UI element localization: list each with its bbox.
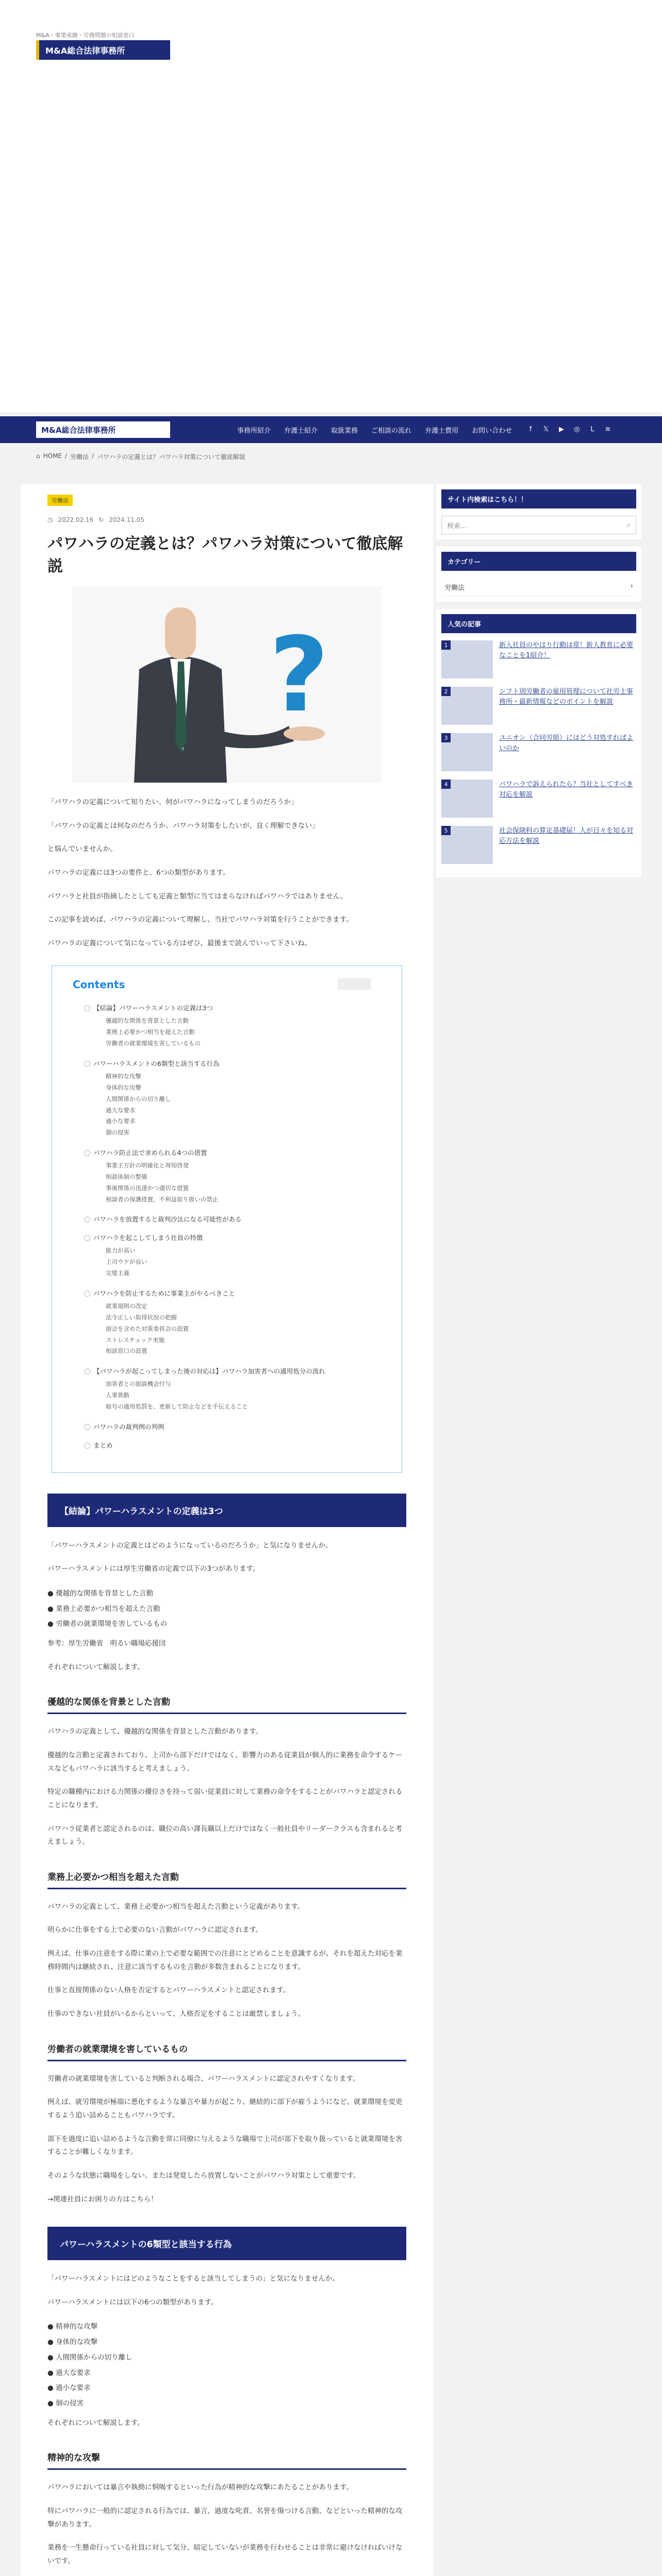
toc-sublink[interactable]: 相談窓口の設置 <box>106 1347 147 1355</box>
toc-section <box>73 1214 371 1224</box>
instagram-icon[interactable]: ◎ <box>574 425 580 433</box>
bullet-item: ● 過小な要求 <box>47 2384 91 2393</box>
toc-link[interactable]: 【パワハラが起こってしまった後の対応は】パワハラ加害者への適用処分の流れ <box>73 1366 371 1376</box>
sidebar <box>436 484 641 877</box>
popular-thumbnail[interactable] <box>441 779 493 818</box>
toc-sublink[interactable]: 加害者との面談機会付与 <box>106 1380 171 1388</box>
toc-sublink[interactable]: 完璧主義 <box>106 1269 129 1277</box>
nav-item-fees[interactable]: 弁護士費用 <box>425 427 459 435</box>
paragraph: パワハラの定義として、業務上必要かつ相当を超えた言動という定義があります。 <box>47 1902 305 1911</box>
intro-paragraph: パワハラの定義には3つの要件と、6つの類型があります。 <box>47 868 230 877</box>
toc-sublink[interactable]: 人間関係からの切り離し <box>106 1095 171 1103</box>
subsection-heading: 優越的な関係を背景とした言動 <box>47 1689 406 1714</box>
popular-link[interactable]: ユニオン（合同労組）にはどう対処すればよいのか <box>499 734 634 752</box>
nav-item-lawyers[interactable]: 弁護士紹介 <box>284 427 318 435</box>
breadcrumb-category[interactable]: 労働法 <box>70 453 89 461</box>
toc-sublink[interactable]: 業務上必要かつ相当を超えた言動 <box>106 1028 195 1036</box>
bullet-item: ● 労働者の就業環境を害しているもの <box>47 1620 168 1629</box>
search-widget <box>436 484 641 539</box>
paragraph: 労働者の就業環境を害していると判断される場合、パワーハラスメントに認定されやすくなります。 <box>47 2074 360 2083</box>
toc-sublink[interactable]: 労働者の就業環境を害しているもの <box>106 1040 201 1047</box>
article-main <box>21 484 433 2576</box>
category-title: カテゴリー <box>441 552 636 571</box>
toc-sublink[interactable]: 上司ウケが良い <box>106 1258 147 1266</box>
nav-item-flow[interactable]: ご相談の流れ <box>371 427 412 435</box>
popular-link[interactable]: 新入社員のやはり行動は常！新人教育に必要なことを1紹介！ <box>499 641 634 659</box>
toc-link[interactable]: パワハラを起こしてしまう社員の特徴 <box>73 1233 371 1242</box>
toc-sublink[interactable]: 相談者の保護措置、不利益取り扱いの禁止 <box>106 1195 219 1203</box>
rank-badge: 2 <box>441 687 451 696</box>
search-banner: サイト内検索はこちら！！ <box>441 489 636 509</box>
rss-icon[interactable]: ≋ <box>605 425 611 433</box>
facebook-icon[interactable]: f <box>529 425 532 433</box>
toc-sublink[interactable]: 過小な要求 <box>106 1117 136 1125</box>
toc-sublink[interactable]: ストレスチェック実施 <box>106 1336 165 1344</box>
paragraph: 特にパワハラに一般的に認定される行為では、暴言、過度な叱責、名誉を傷つける言動、などといった精神的な攻撃があります。 <box>47 2506 403 2529</box>
x-icon[interactable]: 𝕏 <box>543 425 549 433</box>
toc-sublink[interactable]: 過大な要求 <box>106 1106 136 1114</box>
breadcrumb-current: パワハラの定義とは？パワハラ対策について徹底解説 <box>97 453 245 461</box>
paragraph: それぞれについて解説します。 <box>47 2418 144 2427</box>
article-dates <box>47 516 406 523</box>
toc-toggle-button[interactable] <box>338 978 371 990</box>
breadcrumb-home[interactable]: HOME <box>43 452 62 460</box>
bullet-item: ● 身体的な攻撃 <box>47 2338 98 2347</box>
clock-icon: ◷ <box>47 516 53 523</box>
paragraph: パワハラにおいては暴言や執拗に恫喝するといった行為が精神的な攻撃にあたることがあります。 <box>47 2483 353 2492</box>
chevron-right-icon: › <box>630 582 633 590</box>
toc-sublink[interactable]: 身体的な攻撃 <box>106 1083 141 1091</box>
youtube-icon[interactable]: ▶ <box>559 425 564 433</box>
toc-section <box>73 1148 371 1205</box>
nav-item-services[interactable]: 取扱業務 <box>331 427 358 435</box>
nav-menu <box>237 416 512 443</box>
site-logo[interactable]: M&A総合法律事務所 <box>36 40 170 60</box>
toc-section <box>73 1289 371 1357</box>
popular-thumbnail[interactable] <box>441 640 493 679</box>
refresh-icon: ↻ <box>98 516 104 523</box>
paragraph: そのような状態に職場をしない、または発覚したら放置しないことがパワハラ対策として重要です。 <box>47 2171 360 2180</box>
toc-sublink[interactable]: 面会を含めた対策委員会の設置 <box>106 1325 189 1332</box>
toc-section <box>73 1422 371 1431</box>
svg-text:?: ? <box>269 615 329 735</box>
table-of-contents <box>52 965 402 1472</box>
toc-sublink[interactable]: 相談体制の整備 <box>106 1173 147 1180</box>
updated-date: 2024.11.05 <box>109 516 144 523</box>
site-tagline: M&A・事業承継・労務問題の相談窓口 <box>36 32 135 39</box>
nav-item-contact[interactable]: お問い合わせ <box>472 427 512 435</box>
paragraph: 業務を一生懸命行っている社員に対して気分、暗定していないが業務を行わせることは非常に避けなければいけないです。 <box>47 2544 403 2565</box>
paragraph: 仕事と直接関係のない人格を否定するとパワーハラスメントと認定されます。 <box>47 1986 290 1995</box>
popular-item[interactable] <box>441 687 636 725</box>
paragraph: 特定の職種内における力関係の優位さを持って弱い従業員に対して業務の命令をすることがパワハラと認定されることになります。 <box>47 1788 403 1809</box>
toc-title: Contents <box>73 978 125 991</box>
bullet-item: ● 過大な要求 <box>47 2368 91 2377</box>
paragraph: パワーハラスメントには以下の6つの類型があります。 <box>47 2298 218 2307</box>
top-header <box>0 0 662 412</box>
popular-item[interactable] <box>441 779 636 818</box>
toc-section <box>73 1233 371 1279</box>
home-icon: ⌂ <box>36 452 40 460</box>
social-icons <box>526 425 613 434</box>
popular-thumbnail[interactable] <box>441 826 493 864</box>
hero-image <box>72 587 382 783</box>
toc-sublink[interactable]: 事後関係の迅速かつ適切な措置 <box>106 1184 189 1192</box>
bullet-item: ● 精神的な攻撃 <box>47 2323 98 2331</box>
toc-list <box>73 1003 371 1449</box>
toc-sublink[interactable]: 精神的な攻撃 <box>106 1073 141 1080</box>
toc-link[interactable]: パワハラを放置すると裁判沙汰になる可能性がある <box>73 1214 371 1224</box>
bullet-item: ● 個の侵害 <box>47 2399 84 2408</box>
paragraph: それぞれについて解説します。 <box>47 1663 144 1671</box>
article-title: パワハラの定義とは？パワハラ対策について徹底解説 <box>47 535 403 575</box>
toc-sublink[interactable]: 個の侵害 <box>106 1129 129 1137</box>
paragraph: 仕事のできない社員がいるからといって、人格否定をすることは厳禁しましょう。 <box>47 2010 305 2019</box>
toc-link[interactable]: パワハラを防止するために事業主がやるべきこと <box>73 1289 371 1298</box>
toc-sublink[interactable]: 法令正しい取得状況の把握 <box>106 1313 177 1321</box>
popular-link[interactable]: パワハラで訴えられたら？当社としてすべき対応を解説 <box>499 781 633 799</box>
search-placeholder: 検索... <box>447 522 467 530</box>
toc-section <box>73 1003 371 1049</box>
popular-item[interactable] <box>441 640 636 679</box>
intro-paragraph: と悩んでいませんか。 <box>47 845 117 854</box>
search-input[interactable] <box>441 516 636 534</box>
toc-sublink[interactable]: 人事異動 <box>106 1392 129 1399</box>
rank-badge: 3 <box>441 733 451 742</box>
paragraph: 「パワーハラスメントにはどのようなことをすると該当してしまうの」と気になりませんか。 <box>47 2275 339 2283</box>
paragraph: パワーハラスメントには厚生労働省の定義で以下の3つがあります。 <box>47 1565 260 1573</box>
toc-link[interactable]: パワハラ防止法で求められる4つの措置 <box>73 1148 371 1157</box>
toc-section <box>73 1440 371 1450</box>
intro-paragraph: 「パワハラの定義について知りたい、何がパワハラになってしまうのだろうか」 <box>47 798 298 806</box>
rank-badge: 4 <box>441 779 451 789</box>
subsection-heading: 精神的な攻撃 <box>47 2445 406 2470</box>
intro-paragraph: パワハラの定義について気になっている方はぜひ、最後まで読んでいって下さいね。 <box>47 939 312 947</box>
bullet-item: ● 業務上必要かつ相当を超えた言動 <box>47 1604 160 1613</box>
category-item[interactable] <box>441 578 636 597</box>
intro-paragraph: 「パワハラの定義とは何なのだろうか。パワハラ対策をしたいが、良く理解できない」 <box>47 821 319 830</box>
popular-thumbnail[interactable] <box>441 733 493 771</box>
reference-link[interactable]: 参考：厚生労働省 明るい職場応援団 <box>47 1639 166 1648</box>
paragraph: 優越的な言動と定義されており、上司から部下だけではなく、影響力のある従業員が個人的に業務を命令するケースなどもパワハラに該当すると考えましょう。 <box>47 1751 403 1773</box>
breadcrumb: ⌂ HOME / 労働法 / パワハラの定義とは？パワハラ対策について徹底解説 <box>36 452 245 461</box>
toc-link[interactable]: 【結論】パワーハラスメントの定義は3つ <box>73 1003 371 1012</box>
bullet-item: ● 人間関係からの切り離し <box>47 2353 133 2362</box>
intro-paragraph: この記事を読めば、パワハラの定義について理解し、当社でパワハラ対策を行うことができます。 <box>47 916 353 924</box>
category-widget <box>436 547 641 602</box>
line-icon[interactable]: L <box>590 425 594 433</box>
toc-section <box>73 1366 371 1413</box>
popular-link[interactable]: シフト別労働者の雇用管理について社労士事務所・最新情報などのポイントを解説 <box>499 688 633 706</box>
toc-sublink[interactable]: 能力が高い <box>106 1247 136 1255</box>
subsection-heading: 業務上必要かつ相当を超えた言動 <box>47 1865 406 1889</box>
toc-link[interactable]: パワーハラスメントの6類型と該当する行為 <box>73 1059 371 1068</box>
popular-item[interactable] <box>441 733 636 771</box>
paragraph: パワハラの定義として、優越的な関係を背景とした言動があります。 <box>47 1727 263 1736</box>
section-heading: 【結論】パワーハラスメントの定義は3つ <box>47 1494 406 1527</box>
toc-section <box>73 1059 371 1139</box>
paragraph: 例えば、就労環境が極端に悪化するような暴言や暴力が起こり、継続的に部下が雇うようになど、就業環境を変更するよう追い詰めることもパワハラです。 <box>47 2098 403 2120</box>
toc-link[interactable]: まとめ <box>73 1440 371 1450</box>
search-icon[interactable]: ⌕ <box>626 521 631 529</box>
subsection-heading: 労働者の就業環境を害しているもの <box>47 2037 406 2061</box>
navbar-logo[interactable]: M&A総合法律事務所 <box>36 421 170 438</box>
paragraph: 「パワーハラスメントの定義とはどのようになっているのだろうか」と気になりませんか。 <box>47 1541 333 1550</box>
intro-paragraph: パワハラと社員が指摘したとしても定義と類型に当てはまらなければパワハラではありません。 <box>47 892 347 901</box>
related-link[interactable]: →関連社員にお困りの方はこちら！ <box>47 2195 158 2204</box>
rank-badge: 1 <box>441 640 451 650</box>
popular-widget <box>436 609 641 877</box>
section-heading: パワーハラスメントの6類型と該当する行為 <box>47 2227 406 2260</box>
toc-sublink[interactable]: 就業規則の改定 <box>106 1302 147 1310</box>
paragraph: 部下を過度に追い詰めるような言動を常に同僚に与えるような職場で上司が部下を取り扱っていると就業環境を害することが難しくなります。 <box>47 2134 403 2157</box>
paragraph: パワハラ従業者と認定されるのは、職位の高い課長職以上だけではなく一般社員やリーダークラスも含まれると考えましょう。 <box>47 1824 403 1846</box>
nav-item-about[interactable]: 事務所紹介 <box>237 427 271 435</box>
popular-item[interactable] <box>441 826 636 864</box>
published-date: 2022.02.16 <box>58 516 94 523</box>
popular-title: 人気の記事 <box>441 614 636 633</box>
popular-thumbnail[interactable] <box>441 687 493 725</box>
toc-sublink[interactable]: 暗号の適用処罰を、更新して防止などを手伝えること <box>106 1402 248 1410</box>
paragraph: 例えば、仕事の注意をする際に業の上で必要な範囲での注意にとどめることを意識するが、それを超えた対応を業務時間内は継続され、注意に該当するものを言動が多数含まれることになります。 <box>47 1950 403 1971</box>
popular-link[interactable]: 社会保険料の算定基礎届！人が日々を知る対応方法を解説 <box>499 827 634 845</box>
main-navbar <box>0 416 662 443</box>
category-label: 労働法 <box>444 584 465 592</box>
toc-sublink[interactable]: 事業主方針の明確化と周知啓発 <box>106 1162 189 1170</box>
toc-link[interactable]: パワハラの裁判例の判例 <box>73 1422 371 1431</box>
bullet-item: ● 優越的な関係を背景とした言動 <box>47 1589 154 1598</box>
toc-sublink[interactable]: 優越的な関係を背景とした言動 <box>106 1017 189 1025</box>
paragraph: 明らかに仕事をする上で必要のない言動がパワハラに認定されます。 <box>47 1926 263 1935</box>
category-badge[interactable]: 労働法 <box>47 495 73 506</box>
rank-badge: 5 <box>441 826 451 835</box>
